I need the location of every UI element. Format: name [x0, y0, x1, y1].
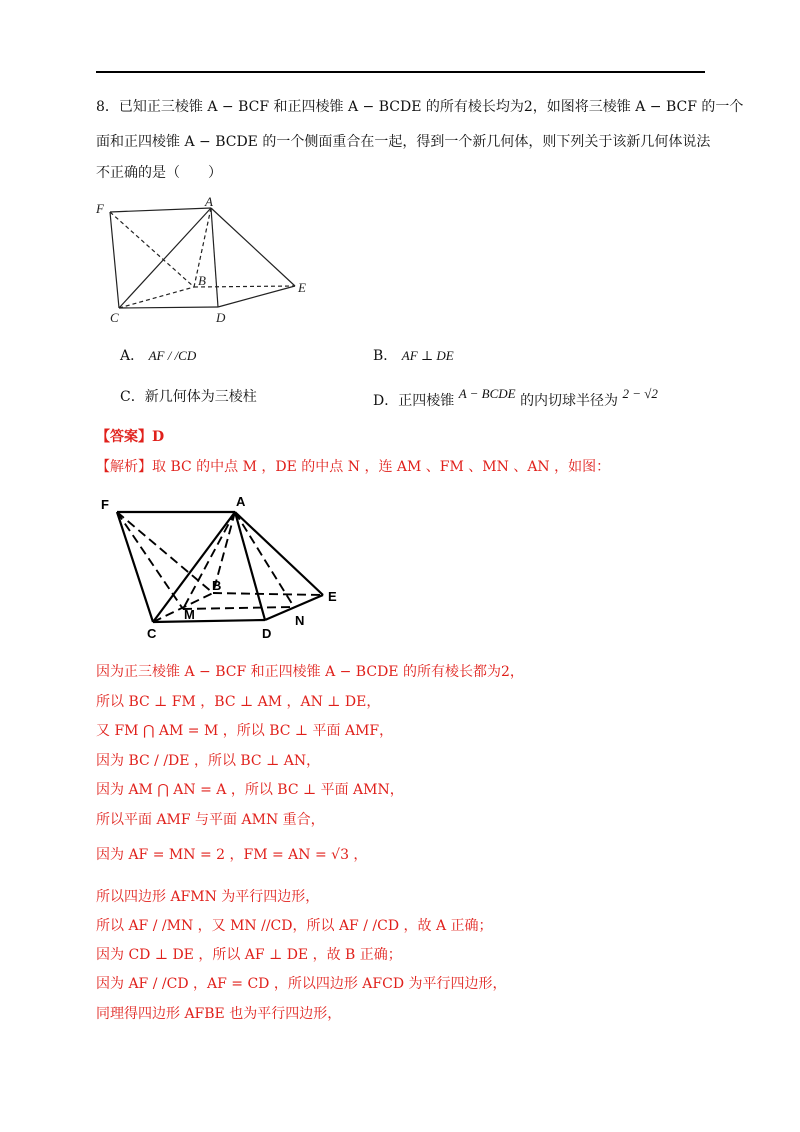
answer-label: 【答案】D	[96, 429, 165, 445]
analysis-step-6: 所以平面 AMF 与平面 AMN 重合，	[96, 812, 325, 828]
analysis-step-12: 同理得四边形 AFBE 也为平行四边形，	[96, 1006, 342, 1022]
question-line-2: 面和正四棱锥 A − BCDE 的一个侧面重合在一起，得到一个新几何体，则下列关于该新几何体说法	[96, 134, 711, 150]
option-d-math: A − BCDE	[458, 386, 516, 401]
edge-FC	[117, 512, 153, 622]
option-b-math: AF ⊥ DE	[401, 348, 454, 363]
label-D: D	[216, 310, 226, 325]
edge-FC	[110, 212, 119, 308]
edge-AE	[211, 208, 295, 286]
analysis-step-10: 因为 CD ⊥ DE ，所以 AF ⊥ DE ，故 B 正确；	[96, 947, 402, 963]
edge-FB	[110, 212, 194, 287]
edge-CD	[153, 620, 265, 622]
label-A: A	[205, 194, 213, 209]
edge-AD	[211, 208, 218, 307]
edge-BE	[194, 286, 295, 287]
analysis-intro: 【解析】取 BC 的中点 M ，DE 的中点 N ，连 AM 、FM 、MN 、AN ，如图：	[96, 459, 611, 475]
analysis-step-9: 所以 AF / /MN ，又 MN //CD，所以 AF / /CD ，故 A 正确；	[96, 918, 493, 934]
edge-AC	[153, 512, 235, 622]
option-b	[373, 345, 454, 365]
option-d-prefix: D．正四棱锥	[373, 393, 455, 409]
figure-2-solid	[95, 495, 345, 645]
option-a	[120, 345, 196, 365]
edge-CD	[119, 307, 218, 308]
header-rule	[96, 71, 705, 73]
edge-AC	[119, 208, 211, 308]
label-N: N	[295, 613, 305, 628]
edge-CB	[119, 287, 194, 308]
option-d-mid: 的内切球半径为	[520, 393, 619, 409]
question-line-1: 8．已知正三棱锥 A − BCF 和正四棱锥 A − BCDE 的所有棱长均为2，如图将三棱锥 A − BCF 的一个	[96, 99, 744, 115]
edge-AD	[235, 512, 265, 620]
option-a-prefix: A．	[120, 348, 145, 364]
edge-DE	[218, 286, 295, 307]
label-B: B	[198, 273, 206, 288]
label-D: D	[262, 626, 272, 641]
analysis-step-2: 所以 BC ⊥ FM ，BC ⊥ AM ，AN ⊥ DE，	[96, 694, 381, 710]
label-C: C	[110, 310, 119, 325]
analysis-step-1: 因为正三棱锥 A − BCF 和正四棱锥 A − BCDE 的所有棱长都为2，	[96, 664, 524, 680]
analysis-step-3: 又 FM ⋂ AM = M ，所以 BC ⊥ 平面 AMF，	[96, 723, 394, 739]
edge-FA	[110, 208, 211, 212]
analysis-step-4: 因为 BC / /DE ，所以 BC ⊥ AN，	[96, 753, 321, 769]
label-F: F	[101, 497, 109, 512]
label-M: M	[184, 607, 195, 622]
option-b-prefix: B．	[373, 348, 398, 364]
figure-1-solid	[90, 195, 330, 325]
label-C: C	[147, 626, 157, 641]
analysis-step-8: 所以四边形 AFMN 为平行四边形，	[96, 889, 320, 905]
option-a-math: AF / /CD	[148, 348, 197, 363]
analysis-step-11: 因为 AF / /CD ，AF = CD ，所以四边形 AFCD 为平行四边形，	[96, 976, 507, 992]
option-d	[373, 386, 658, 410]
analysis-step-5: 因为 AM ⋂ AN = A ，所以 BC ⊥ 平面 AMN，	[96, 782, 404, 798]
question-line-3: 不正确的是（ ）	[96, 165, 222, 181]
label-E: E	[298, 280, 306, 295]
option-d-value: 2 − √2	[622, 386, 658, 401]
label-F: F	[96, 201, 104, 216]
analysis-step-7: 因为 AF = MN = 2 ，FM = AN = √3 ，	[96, 847, 368, 863]
edge-CB	[153, 593, 213, 622]
edge-MN	[183, 607, 294, 609]
edge-AE	[235, 512, 323, 595]
edge-BE	[213, 593, 323, 595]
option-c: C．新几何体为三棱柱	[120, 389, 257, 405]
label-A: A	[236, 494, 246, 509]
label-B: B	[212, 578, 222, 593]
label-E: E	[328, 589, 337, 604]
